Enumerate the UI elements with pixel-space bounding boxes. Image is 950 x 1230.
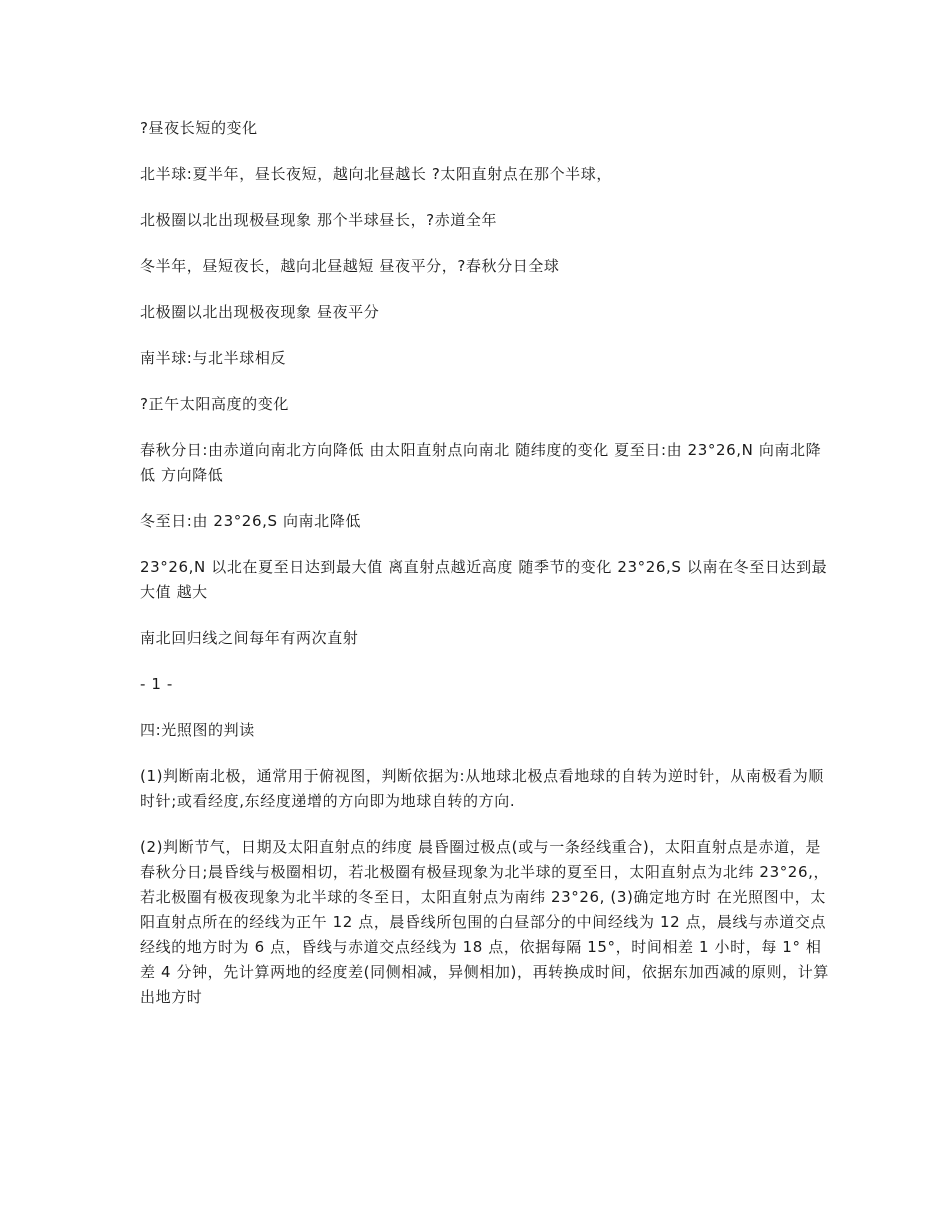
paragraph-max-altitude: 23°26,N 以北在夏至日达到最大值 离直射点越近高度 随季节的变化 23°26,S 以南在冬至日达到最大值 越大: [140, 558, 828, 601]
paragraph-polar-day: 北极圈以北出现极昼现象 那个半球昼长，?赤道全年: [140, 211, 498, 229]
paragraph-solar-terms-local-time: (2)判断节气，日期及太阳直射点的纬度 晨昏圈过极点(或与一条经线重合)，太阳直射点是赤道，是春秋分日;晨昏线与极圈相切，若北极圈有极昼现象为北半球的夏至日，太阳直射点为北纬 23°26,，若北极圈有极夜现象为北半球的冬至日，太阳直射点为南纬 23°26, (3)确定地方时 在光照图中，太阳直射点所在的经线为正午 12 点，晨昏线所包围的白昼部分的中间经线为 12 点，晨线与赤道交点经线的地方时为 6 点，昏线与赤道交点经线为 18 点，依据每隔 15°，时间相差 1 小时，每 1° 相差 4 分钟，先计算两地的经度差(同侧相减，异侧相加)，再转换成时间，依据东加西减的原则，计算出地方时: [140, 838, 830, 1006]
heading-day-night-length: ?昼夜长短的变化: [140, 119, 258, 137]
heading-noon-sun-altitude: ?正午太阳高度的变化: [140, 395, 289, 413]
paragraph-equinox: 春秋分日:由赤道向南北方向降低 由太阳直射点向南北 随纬度的变化 夏至日:由 23°26,N 向南北降低 方向降低: [140, 441, 822, 484]
heading-illumination-map: 四:光照图的判读: [140, 721, 255, 739]
paragraph-tropics: 南北回归线之间每年有两次直射: [140, 629, 359, 647]
paragraph-polar-night: 北极圈以北出现极夜现象 昼夜平分: [140, 303, 380, 321]
paragraph-northern-summer: 北半球:夏半年，昼长夜短，越向北昼越长 ?太阳直射点在那个半球，: [140, 165, 612, 183]
paragraph-southern-hemisphere: 南半球:与北半球相反: [140, 349, 287, 367]
paragraph-northern-winter: 冬半年，昼短夜长，越向北昼越短 昼夜平分，?春秋分日全球: [140, 257, 560, 275]
page-number: - 1 -: [140, 675, 173, 693]
paragraph-determine-poles: (1)判断南北极，通常用于俯视图，判断依据为:从地球北极点看地球的自转为逆时针，从南极看为顺时针;或看经度,东经度递增的方向即为地球自转的方向.: [140, 767, 824, 810]
paragraph-winter-solstice: 冬至日:由 23°26,S 向南北降低: [140, 512, 361, 530]
